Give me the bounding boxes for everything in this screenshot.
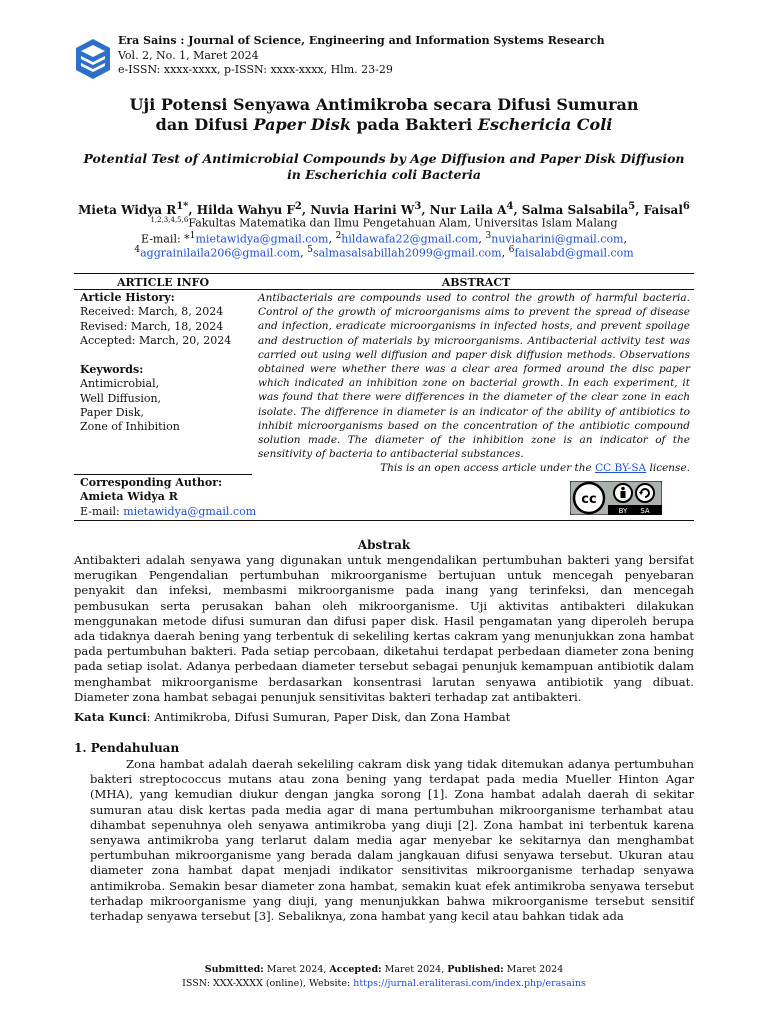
article-history: Article History: Received: March, 8, 2024 Revised: March, 18, 2024 Accepted: March, 20, 2024 <box>80 291 232 347</box>
email-link[interactable]: hildawafa22@gmail.com <box>341 232 479 246</box>
abstrak-heading: Abstrak <box>357 538 411 552</box>
corresponding-author: Corresponding Author: Amieta Widya R E-mail: mietawidya@gmail.com <box>80 476 257 518</box>
article-info-abstract-table <box>74 273 694 521</box>
cc-by-sa-badge-icon[interactable] <box>570 481 662 515</box>
affiliation: $^{1,2,3,4,5,6}$Fakultas Matematika dan Ilmu Pengetahuan Alam, Universitas Islam Malang <box>150 216 618 230</box>
by-text: BY <box>618 507 628 515</box>
sa-text: SA <box>640 507 650 515</box>
email-link[interactable]: salmasalsabillah2099@gmail.com <box>312 246 502 260</box>
author-list: Mieta Widya $R^{1*}$, Hilda Wahyu $F^2$, Nuvia Harini $W^3$, Nur Laila $A^4$, Salma Salsabila$^5$, Faisal$^6$ <box>78 201 690 217</box>
footer-dates: Submitted: Maret 2024, Accepted: Maret 2024, Published: Maret 2024 <box>204 964 564 975</box>
journal-header <box>118 34 605 78</box>
table-mid-rule <box>74 474 252 475</box>
cc-by-sa-link[interactable]: CC BY-SA <box>595 462 647 475</box>
table-header-rule <box>74 289 694 290</box>
table-bottom-rule <box>74 520 694 521</box>
cc-text: cc <box>581 492 597 507</box>
article-info-heading: ARTICLE INFO <box>116 276 210 289</box>
kata-kunci: Kata Kunci: Antimikroba, Difusi Sumuran, Paper Disk, dan Zona Hambat <box>74 710 511 724</box>
title-indonesian: Uji Potensi Senyawa Antimikroba secara Difusi Sumuran dan Difusi Paper Disk pada Bakteri Eschericia Coli <box>129 95 639 134</box>
section-body-pendahuluan: Zona hambat adalah daerah sekeliling cakram disk yang tidak ditemukan adanya pertumbuhan bakteri streptococcus mutans atau zona bening yang terdapat pada media Mueller Hinton Agar (MHA), yang kemudian diukur dengan jangka sorong [1]. Zona hambat adalah daerah di sekitar sumuran atau disk kertas pada media agar di mana pertumbuhan mikroorganisme terhambat atau dihambat sepenuhnya oleh senyawa antimikroba yang diuji [2]. Zona hambat ini terbentuk karena senyawa antimikroba yang terlarut dalam media agar menyebar ke sekitarnya dan menghambat pertumbuhan mikroorganisme yang berada dalam jangkauan difusi senyawa tersebut. Ukuran atau diameter zona hambat dapat menjadi indikator sensitivitas mikroorganisme terhadap senyawa antimikroba. Semakin besar diameter zona hambat, semakin kuat efek antimikroba senyawa tersebut terhadap mikroorganisme yang diuji, yang menunjukkan bahwa mikroorganisme tersebut sensitif terhadap senyawa tersebut [3]. Sebaliknya, zona hambat yang kecil atau bahkan tidak ada <box>90 757 694 924</box>
abstract-english-text: Antibacterials are compounds used to control the growth of harmful bacteria. Control of the growth of microorganisms aims to prevent the spread of disease and infection, eradicate microorganisms in infected hosts, and prevent spoilage and destruction of materials by microorganisms. Antibacterial activity test was carried out using well diffusion and paper disk diffusion methods. Observations obtained were whether there was a clear area formed around the disc paper which indicated an inhibition zone on bacterial growth. In each experiment, it was found that there were differences in the diameter of the clear zone in each isolate. The difference in diameter is an indicator of the ability of antibiotics to inhibit microorganisms based on the concentration of the antibiotic compound solution made. The diameter of the inhibition zone is an indicator of the sensitivity of bacteria to antibacterial substances. This is an open access article under the CC BY-SA license. <box>258 292 690 475</box>
email-link[interactable]: nuviaharini@gmail.com <box>491 232 624 246</box>
email-link[interactable]: mietawidya@gmail.com <box>195 232 329 246</box>
corresponding-email-link[interactable]: mietawidya@gmail.com <box>123 504 257 518</box>
email-link[interactable]: aggrainilaila206@gmail.com <box>140 246 301 260</box>
abstrak-text: Antibakteri adalah senyawa yang digunakan untuk mengendalikan pertumbuhan bakteri yang bersifat merugikan Pengendalian pertumbuhan mikroorganisme bertujuan untuk mencegah penyebaran penyakit dan infeksi, membasmi mikroorganisme pada inang yang terinfeksi, dan mencegah pembusukan serta perusakan bahan oleh mikroorganisme. Uji aktivitas antibakteri dilakukan menggunakan metode difusi sumuran dan difusi paper disk. Hasil pengamatan yang diperoleh berupa ada tidaknya daerah bening yang terbentuk di sekeliling kertas cakram yang menunjukkan zona hambat pada pertumbuhan bakteri. Pada setiap percobaan, diketahui terdapat perbedaan diameter zona bening pada setiap isolat. Adanya perbedaan diameter tersebut sebagai penunjuk kemampuan antibiotik dalam menghambat mikroorganisme berdasarkan konsentrasi larutan senyawa antibiotik yang dibuat. Diameter zona hambat sebagai penunjuk sensitivitas bakteri terhadap zat antibakteri. <box>74 553 694 704</box>
journal-issn: e-ISSN: xxxx-xxxx, p-ISSN: xxxx-xxxx, Hlm. 23-29 <box>118 63 393 76</box>
journal-logo-icon <box>74 37 112 81</box>
author-emails-line1: E-mail: *$^1$mietawidya@gmail.com, $^2$hildawafa22@gmail.com, $^3$nuviaharini@gmail.com, <box>140 230 627 246</box>
table-top-rule <box>74 273 694 274</box>
section-heading-pendahuluan: 1. Pendahuluan <box>74 741 180 755</box>
journal-website-link[interactable]: https://jurnal.eraliterasi.com/index.php/erasains <box>353 978 586 989</box>
title-english: Potential Test of Antimicrobial Compounds by Age Diffusion and Paper Disk Diffusion in Escherichia coli Bacteria <box>83 151 685 182</box>
keywords: Keywords: Antimicrobial, Well Diffusion, Paper Disk, Zone of Inhibition <box>80 363 180 434</box>
email-link[interactable]: faisalabd@gmail.com <box>514 246 634 260</box>
license-line: This is an open access article under the CC BY-SA license. <box>380 462 690 475</box>
footer-issn: ISSN: XXX-XXXX (online), Website: https://jurnal.eraliterasi.com/index.php/erasains <box>182 978 586 989</box>
journal-title: Era Sains : Journal of Science, Engineering and Information Systems Research <box>118 34 605 47</box>
journal-volume: Vol. 2, No. 1, Maret 2024 <box>118 48 259 62</box>
abstract-heading: ABSTRACT <box>441 276 511 289</box>
author-emails-line2: $^4$aggrainilaila206@gmail.com, $^5$salmasalsabillah2099@gmail.com, $^6$faisalabd@gmail.com <box>134 244 634 260</box>
